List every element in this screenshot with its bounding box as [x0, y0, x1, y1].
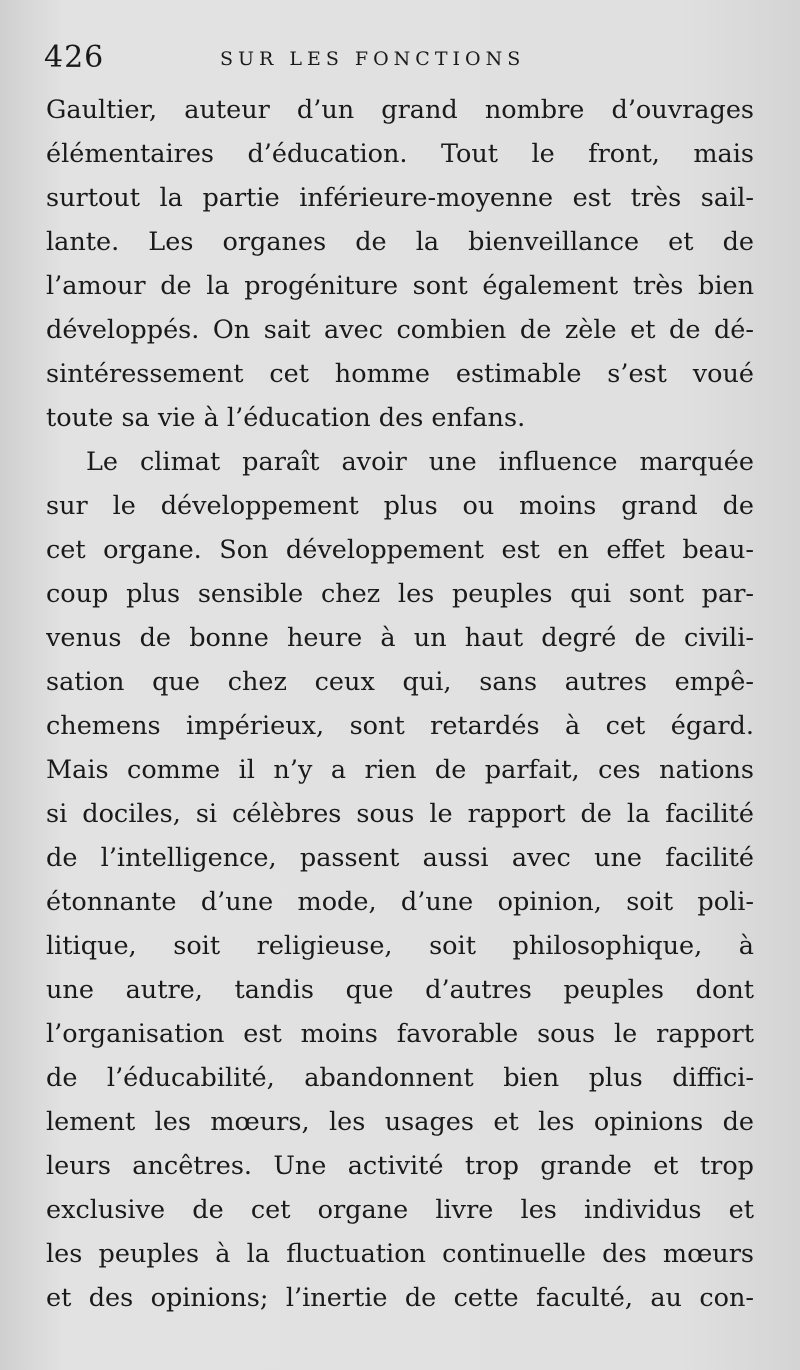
text-line: développés. On sait avec combien de zèle et de dé-: [46, 315, 754, 345]
text-line: coup plus sensible chez les peuples qui sont par-: [46, 579, 754, 609]
text-line: litique, soit religieuse, soit philosophique, à: [46, 931, 754, 961]
text-line: lement les mœurs, les usages et les opinions de: [46, 1107, 754, 1137]
text-line: exclusive de cet organe livre les individus et: [46, 1195, 754, 1225]
text-body: [46, 88, 754, 1320]
text-line: leurs ancêtres. Une activité trop grande et trop: [46, 1151, 754, 1181]
text-line: cet organe. Son développement est en effet beau-: [46, 535, 754, 565]
running-title: SUR LES FONCTIONS: [220, 48, 526, 70]
text-line: élémentaires d’éducation. Tout le front, mais: [46, 139, 754, 169]
paragraph-end-line: toute sa vie à l’éducation des enfans.: [46, 403, 526, 433]
text-line: sur le développement plus ou moins grand de: [46, 491, 754, 521]
text-line: les peuples à la fluctuation continuelle des mœurs: [46, 1239, 754, 1269]
text-line: de l’intelligence, passent aussi avec une facilité: [46, 843, 754, 873]
text-line: surtout la partie inférieure-moyenne est très sail-: [46, 183, 754, 213]
text-line: Mais comme il n’y a rien de parfait, ces nations: [46, 755, 754, 785]
text-line: étonnante d’une mode, d’une opinion, soit poli-: [46, 887, 754, 917]
text-line: venus de bonne heure à un haut degré de civili-: [46, 623, 754, 653]
text-line: si dociles, si célèbres sous le rapport de la facilité: [46, 799, 754, 829]
page-number: 426: [44, 40, 105, 75]
text-line: l’organisation est moins favorable sous le rapport: [46, 1019, 754, 1049]
text-line: une autre, tandis que d’autres peuples dont: [46, 975, 754, 1005]
paragraph-start-line: Le climat paraît avoir une influence marquée: [86, 447, 754, 477]
text-line: de l’éducabilité, abandonnent bien plus diffici-: [46, 1063, 754, 1093]
text-line: chemens impérieux, sont retardés à cet égard.: [46, 711, 754, 741]
text-line: Gaultier, auteur d’un grand nombre d’ouvrages: [46, 95, 754, 125]
running-head: [44, 40, 756, 80]
text-line: sation que chez ceux qui, sans autres empê-: [46, 667, 754, 697]
text-line: lante. Les organes de la bienveillance et de: [46, 227, 754, 257]
text-line: sintéressement cet homme estimable s’est voué: [46, 359, 754, 389]
text-line: et des opinions; l’inertie de cette faculté, au con-: [46, 1283, 754, 1313]
text-line: l’amour de la progéniture sont également très bien: [46, 271, 754, 301]
